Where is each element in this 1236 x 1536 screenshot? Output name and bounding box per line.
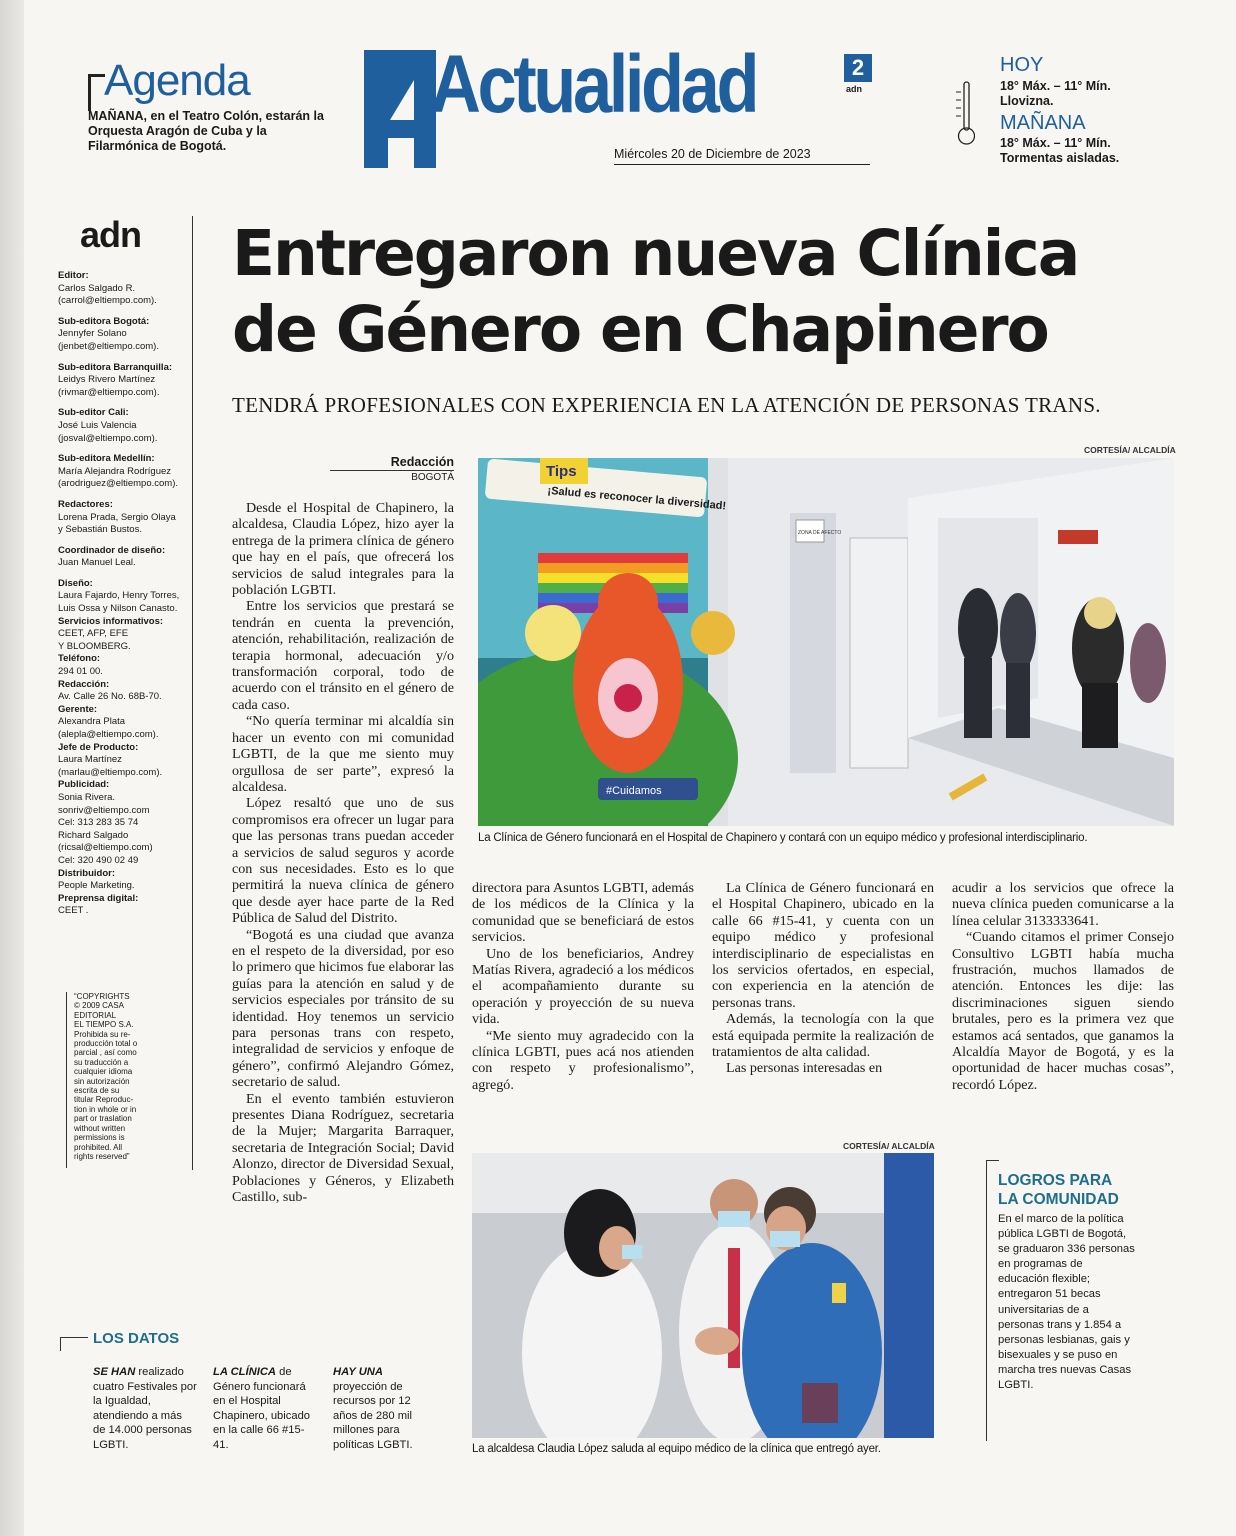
date-rule xyxy=(614,164,870,165)
photo2-caption: La alcaldesa Claudia López saluda al equipo médico de la clínica que entregó ayer. xyxy=(472,1443,881,1455)
weather-today-desc: Llovizna. xyxy=(1000,94,1054,108)
staff-line: Juan Manuel Leal. xyxy=(58,557,136,569)
thermometer-icon xyxy=(955,78,975,148)
article-paragraph: En el evento también estuvieron presentes Diana Rodríguez, secretaria de la Mujer; Margarita Barraquer, secretaria de Integración Social; David Alonzo, director de Diversidad Sexual, Poblaciones y Géneros, y Elizabeth Castillo, sub- xyxy=(232,1090,454,1206)
agenda-marker xyxy=(88,74,105,111)
staff-role: Sub-editor Cali: xyxy=(58,407,129,419)
clinic-hallway-illustration xyxy=(478,458,1174,826)
staff-line: y Sebastián Bustos. xyxy=(58,524,142,536)
photo2-credit: CORTESÍA/ ALCALDÍA xyxy=(843,1141,935,1151)
staff-line: (josval@eltiempo.com). xyxy=(58,432,158,444)
issue-date: Miércoles 20 de Diciembre de 2023 xyxy=(614,147,811,161)
article-paragraph: “Me siento muy agradecido con la clínica LGBTI, pues acá nos atienden con respeto y profesionalismo”, agregó. xyxy=(472,1027,694,1093)
headline-line-1: Entregaron nueva Clínica xyxy=(232,217,1079,290)
staff-line: CEET . xyxy=(58,905,89,917)
staff-entry xyxy=(58,362,194,400)
copyright-line: prohibited. All xyxy=(74,1142,123,1152)
staff-role: Redactores: xyxy=(58,498,113,510)
staff-entry xyxy=(58,679,194,704)
article-column-4 xyxy=(952,880,1174,1093)
staff-role: Redacción: xyxy=(58,678,110,690)
staff-line: (marlau@eltiempo.com). xyxy=(58,766,163,778)
staff-entry xyxy=(58,704,194,742)
staff-line: Y BLOOMBERG. xyxy=(58,640,131,652)
staff-line: Alexandra Plata xyxy=(58,716,126,728)
staff-entry xyxy=(58,407,194,445)
staff-entry xyxy=(58,742,194,780)
mayor-greeting-photo xyxy=(472,1153,934,1438)
dato-item xyxy=(213,1365,319,1453)
staff-line: Luis Ossa y Nilson Canasto. xyxy=(58,603,178,615)
section-title: Actualidad xyxy=(430,39,757,130)
copyright-line: su traducción a xyxy=(74,1057,129,1067)
article-paragraph: “No quería terminar mi alcaldía sin hacer un evento con mi comunidad LGBTI, de la que me siento muy orgullosa de ser parte”, expresó la alcaldesa. xyxy=(232,713,454,795)
staff-line: (arodriguez@eltiempo.com). xyxy=(58,478,178,490)
page-number: 2 xyxy=(844,54,872,82)
copyright-line: © 2009 CASA xyxy=(74,1001,124,1011)
clinic-hallway-photo xyxy=(478,458,1174,826)
article-paragraph: “Bogotá es una ciudad que avanza en el respeto de la diversidad, por eso lo primero que hicimos fue elaborar las guías para la atención en salud y de servicios especiales por tránsito de su identidad. Hoy tenemos un servicio para personas trans con respeto, integralidad de servicios y enfoque de género”, confirmó Alejandro Gómez, secretario de salud. xyxy=(232,926,454,1091)
datos-marker xyxy=(60,1337,88,1339)
staff-entry xyxy=(58,779,194,867)
staff-role: Sub-editora Medellín: xyxy=(58,453,155,465)
weather-today-temp: 18° Máx. – 11° Mín. xyxy=(1000,79,1111,93)
copyright-line: cualquier idioma xyxy=(74,1067,133,1077)
page-brand: adn xyxy=(846,84,863,94)
logros-title-line-2: LA COMUNIDAD xyxy=(998,1191,1119,1208)
staff-line: Carlos Salgado R. xyxy=(58,282,136,294)
copyright-line: EL TIEMPO S.A. xyxy=(74,1020,134,1030)
copyright-line: “COPYRIGHTS xyxy=(74,992,130,1001)
agenda-text xyxy=(88,109,328,154)
article-paragraph: “Cuando citamos el primer Consejo Consultivo LGBTI había mucha frustración, muchos llamados de atención. Entonces les dije: las discriminaciones siguen siendo brutales, pero es la primera vez que estamos acá sentados, que ganamos la Alcaldía Mayor de Bogotá, y es la oportunidad de hacer muchas cosas”, recordó López. xyxy=(952,929,1174,1093)
weather-today-label: HOY xyxy=(1000,54,1044,76)
page-fold-shadow xyxy=(0,0,24,1536)
copyright-line: rights reserved” xyxy=(74,1151,130,1161)
staff-line: People Marketing. xyxy=(58,880,135,892)
staff-line: Leidys Rivero Martínez xyxy=(58,374,156,386)
copyright-line: parcial , así como xyxy=(74,1048,137,1058)
staff-line: Laura Fajardo, Henry Torres, xyxy=(58,590,180,602)
staff-entry xyxy=(58,578,194,616)
mayor-greeting-illustration xyxy=(472,1153,934,1438)
staff-line: Cel: 313 283 35 74 xyxy=(58,817,139,829)
byline-city: BOGOTÁ xyxy=(411,472,454,483)
byline xyxy=(330,455,454,483)
staff-role: Editor: xyxy=(58,270,89,281)
staff-line: Laura Martínez xyxy=(58,754,122,766)
staff-role: Gerente: xyxy=(58,703,98,715)
article-column-2 xyxy=(472,880,694,1093)
door-sign: ZONA DE AFECTO xyxy=(798,530,842,536)
article-paragraph: Además, la tecnología con la que está equipada permite la realización de tratamientos de alta calidad. xyxy=(712,1011,934,1061)
article-paragraph: acudir a los servicios que ofrece la nueva clínica pueden comunicarse a la línea celular 3133333641. xyxy=(952,880,1174,929)
copyright-line: producción total o xyxy=(74,1039,138,1049)
article-paragraph: directora para Asuntos LGBTI, además de los médicos de la Clínica y la comunidad que se beneficiará de estos servicios. xyxy=(472,880,694,946)
poster-tag: #Cuidamos xyxy=(606,785,662,797)
staff-line: Cel: 320 490 02 49 xyxy=(58,854,139,866)
copyright-line: escrita de su xyxy=(74,1086,120,1096)
weather-tomorrow-label: MAÑANA xyxy=(1000,112,1086,134)
copyright-line: Prohibida su re- xyxy=(74,1029,131,1039)
subheadline: TENDRÁ PROFESIONALES CON EXPERIENCIA EN LA ATENCIÓN DE PERSONAS TRANS. xyxy=(232,393,1101,417)
article-paragraph: Uno de los beneficiarios, Andrey Matías Rivera, agradeció a los médicos el acompañamiento durante su operación y proyección de su nueva vida. xyxy=(472,945,694,1028)
staff-entry xyxy=(58,453,194,491)
dato-text: realizado cuatro Festivales por la Igualdad, atendiendo a más de 14.000 personas LGBTI. xyxy=(93,1366,197,1451)
staff-line: (carrol@eltiempo.com). xyxy=(58,295,157,307)
staff-line: (alepla@eltiempo.com). xyxy=(58,729,159,740)
agenda-body: en el Teatro Colón, estarán la Orquesta Aragón de Cuba y la Filarmónica de Bogotá. xyxy=(88,109,324,153)
byline-rule xyxy=(330,470,454,471)
staff-role: Publicidad: xyxy=(58,779,110,791)
staff-line: Richard Salgado xyxy=(58,829,129,841)
dato-lead: HAY UNA xyxy=(333,1366,383,1378)
staff-entry xyxy=(58,545,194,570)
article-paragraph: Entre los servicios que prestará se tendrán en cuenta la prevención, atención, rehabilitación, realización de terapia hormonal, adecuación y/o transformación corporal, todo de acuerdo con el tránsito en el género de cada caso. xyxy=(232,598,454,713)
copyright-line: EDITORIAL xyxy=(74,1010,117,1020)
staff-line: (rivmar@eltiempo.com). xyxy=(58,386,160,398)
article-column-3 xyxy=(712,880,934,1077)
logros-title xyxy=(998,1171,1119,1209)
weather-tomorrow-temp: 18° Máx. – 11° Mín. xyxy=(1000,136,1111,150)
logros-text: En el marco de la política pública LGBTI de Bogotá, se graduaron 336 personas en programas de educación flexible; entregaron 51 becas universitarias de a personas trans y 1.854 a personas lesbianas, gais y bisexuales y se puso en marcha tres nuevas Casas LGBTI. xyxy=(998,1213,1135,1392)
datos-vmarker xyxy=(60,1337,61,1351)
staff-line: Sonia Rivera. xyxy=(58,791,116,803)
staff-entry xyxy=(58,499,194,537)
dato-item xyxy=(93,1365,197,1453)
dato-text: de Género funcionará en el Hospital Chapinero, ubicado en la calle 66 #15-41. xyxy=(213,1366,311,1451)
staff-role: Preprensa digital: xyxy=(58,892,139,904)
staff-line: Lorena Prada, Sergio Olaya xyxy=(58,511,176,523)
photo1-credit: CORTESÍA/ ALCALDÍA xyxy=(1084,445,1176,455)
staff-role: Teléfono: xyxy=(58,653,101,665)
staff-role: Sub-editora Bogotá: xyxy=(58,315,150,327)
poster-brand: Tips xyxy=(546,463,577,480)
copyright-line: without written xyxy=(74,1123,126,1133)
copyright-line: permissions is xyxy=(74,1133,125,1143)
article-paragraph: Desde el Hospital de Chapinero, la alcaldesa, Claudia López, hizo ayer la entrega de la primera clínica de género que hay en el país, que ofrecerá los servicios de salud integrales para la población LGBTI. xyxy=(232,500,454,599)
staff-entry xyxy=(58,316,194,354)
staff-line: sonriv@eltiempo.com xyxy=(58,804,150,816)
staff-role: Sub-editora Barranquilla: xyxy=(58,361,173,373)
copyright-line: part or traslation xyxy=(74,1114,132,1124)
adn-logo: adn xyxy=(80,214,142,255)
staff-line: María Alejandra Rodríguez xyxy=(58,465,172,477)
staff-entry xyxy=(58,616,194,654)
weather-tomorrow-desc: Tormentas aisladas. xyxy=(1000,151,1120,165)
photo1-caption: La Clínica de Género funcionará en el Hospital de Chapinero y contará con un equipo médico y profesional interdisciplinario. xyxy=(478,832,1088,844)
section-logo-a-icon xyxy=(364,50,436,168)
staff-line: (jenbet@eltiempo.com). xyxy=(58,340,159,352)
staff-role: Jefe de Producto: xyxy=(58,741,139,753)
copyright-line: titular Reproduc- xyxy=(74,1095,134,1105)
staff-line: CEET, AFP, EFE xyxy=(58,628,129,640)
datos-title: LOS DATOS xyxy=(93,1330,180,1347)
headline-line-2: de Género en Chapinero xyxy=(232,293,1048,366)
article-paragraph: Las personas interesadas en xyxy=(726,1060,883,1077)
staff-line: (ricsal@eltiempo.com) xyxy=(58,842,153,854)
copyright-line: sin autorización xyxy=(74,1076,130,1086)
agenda-lead: MAÑANA, xyxy=(88,109,148,123)
article-column-1 xyxy=(232,500,454,1205)
staff-role: Distribuidor: xyxy=(58,867,115,879)
agenda-title: Agenda xyxy=(104,56,250,105)
logros-title-line-1: LOGROS PARA xyxy=(998,1172,1113,1189)
staff-entry xyxy=(58,868,194,893)
staff-entry xyxy=(58,270,194,308)
staff-line: José Luis Valencia xyxy=(58,419,137,431)
dato-item xyxy=(333,1365,431,1453)
byline-author: Redacción xyxy=(390,455,454,469)
staff-role: Diseño: xyxy=(58,577,93,589)
copyright-line: tion in whole or in xyxy=(74,1104,137,1114)
staff-line: 294 01 00. xyxy=(58,666,103,678)
article-paragraph: López resaltó que uno de sus compromisos era ofrecer un lugar para que las personas trans puedan acceder a servicios de salud seguros y acorde con sus necesidades. Esto es lo que permitirá la nueva clínica de género que desde ayer hace parte de la Red Pública de Salud del Distrito. xyxy=(232,795,454,927)
poster-title: ¡Salud es reconocer la diversidad! xyxy=(547,484,727,513)
staff-credits xyxy=(58,270,194,918)
copyright-marker xyxy=(66,992,73,1168)
staff-entry xyxy=(58,653,194,678)
headline xyxy=(232,216,1182,368)
dato-text: proyección de recursos por 12 años de 280 mil millones para políticas LGBTI. xyxy=(333,1380,413,1451)
copyright-notice xyxy=(74,992,186,1161)
dato-lead: SE HAN xyxy=(93,1366,136,1378)
staff-line: Jennyfer Solano xyxy=(58,328,127,340)
article-paragraph: La Clínica de Género funcionará en el Hospital Chapinero, ubicado en la calle 66 #15-41, y cuenta con un equipo médico y profesional interdisciplinario de especialistas en los servicios ofertados, en especial, con experiencia en la atención de personas trans. xyxy=(712,880,934,1011)
staff-role: Coordinador de diseño: xyxy=(58,544,166,556)
staff-entry xyxy=(58,893,194,918)
staff-line: Av. Calle 26 No. 68B-70. xyxy=(58,691,162,703)
staff-role: Servicios informativos: xyxy=(58,615,164,627)
dato-lead: LA CLÍNICA xyxy=(213,1366,276,1378)
